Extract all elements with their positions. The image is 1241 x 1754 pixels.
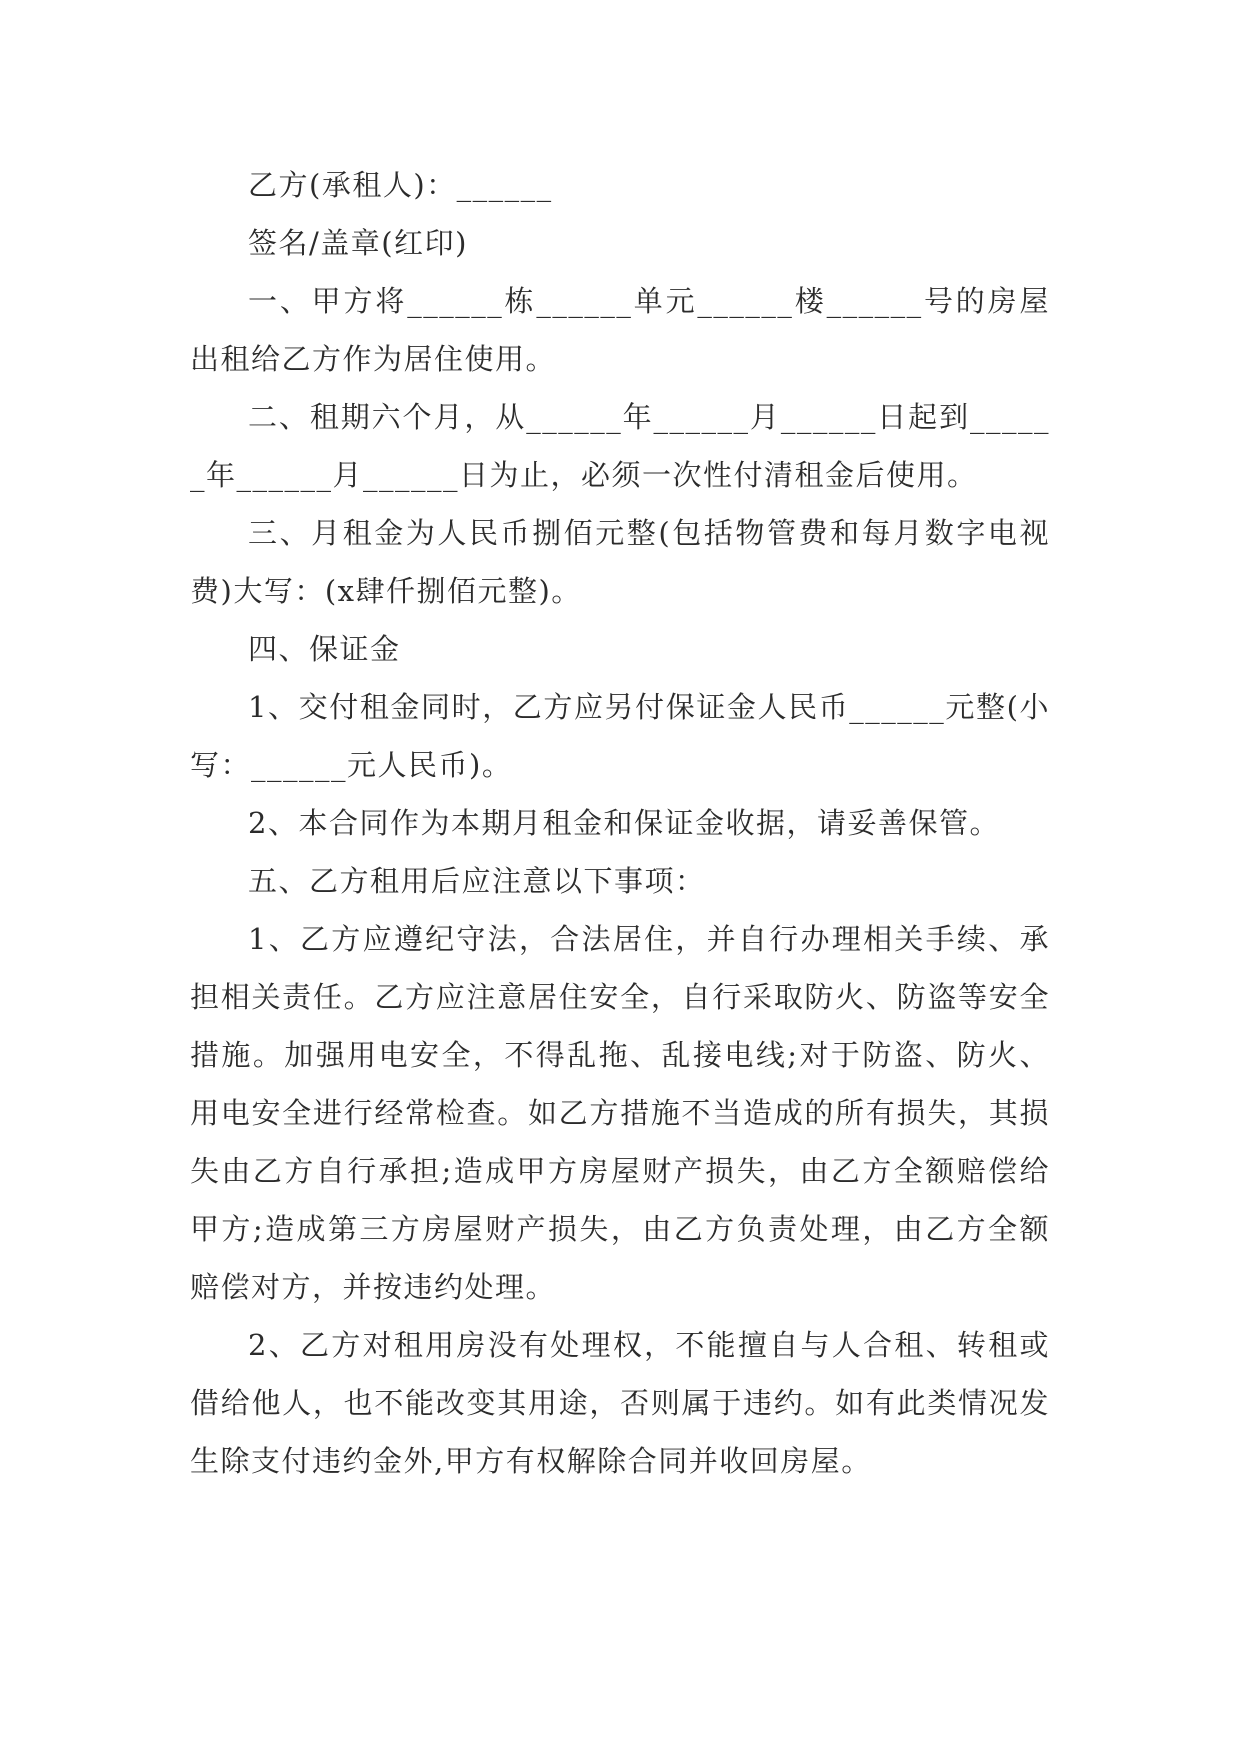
clause-3-rent: 三、月租金为人民币捌佰元整(包括物管费和每月数字电视费)大写：(x肆仟捌佰元整)。 <box>190 516 1050 608</box>
clause-5-item-2: 2、乙方对租用房没有处理权，不能擅自与人合租、转租或借给他人，也不能改变其用途，否则属于违约。如有此类情况发生除支付违约金外,甲方有权解除合同并收回房屋。 <box>190 1328 1050 1478</box>
signature-line: 签名/盖章(红印) <box>248 226 468 260</box>
clause-5-heading: 五、乙方租用后应注意以下事项： <box>248 864 706 898</box>
clause-4-item-1: 1、交付租金同时，乙方应另付保证金人民币______元整(小写：______元人民币)。 <box>190 690 1050 782</box>
clause-2-lease-term: 二、租期六个月，从______年______月______日起到______年______月______日为止，必须一次性付清租金后使用。 <box>190 400 1050 492</box>
clause-5-item-1: 1、乙方应遵纪守法，合法居住，并自行办理相关手续、承担相关责任。乙方应注意居住安全，自行采取防火、防盗等安全措施。加强用电安全，不得乱拖、乱接电线;对于防盗、防火、用电安全进行经常检查。如乙方措施不当造成的所有损失，其损失由乙方自行承担;造成甲方房屋财产损失，由乙方全额赔偿给甲方;造成第三方房屋财产损失，由乙方负责处理，由乙方全额赔偿对方，并按违约处理。 <box>190 922 1050 1304</box>
clause-1-premises: 一、甲方将______栋______单元______楼______号的房屋出租给乙方作为居住使用。 <box>190 284 1050 376</box>
party-b-line: 乙方(承租人)：______ <box>248 168 553 202</box>
clause-4-item-2: 2、本合同作为本期月租金和保证金收据，请妥善保管。 <box>248 806 1000 840</box>
clause-4-heading: 四、保证金 <box>248 632 401 666</box>
contract-body <box>190 156 1050 1490</box>
